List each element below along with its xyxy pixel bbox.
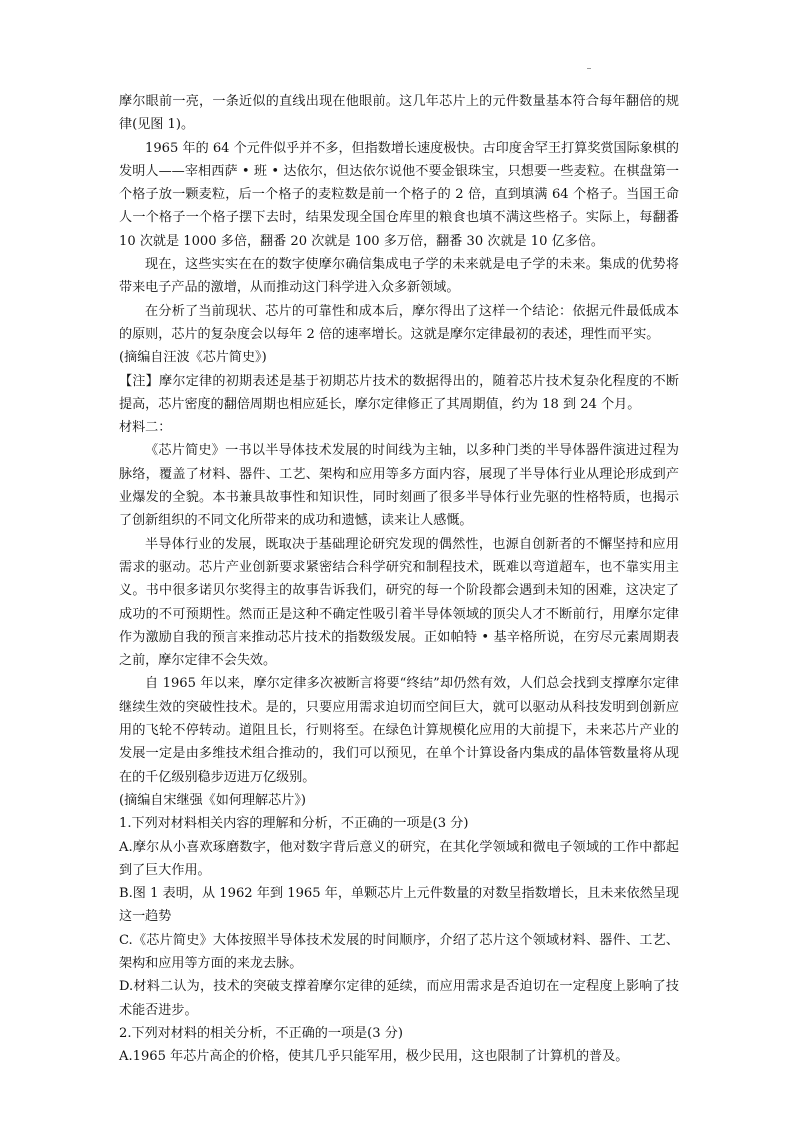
document-body [119,90,679,1068]
paragraph-6: 半导体行业的发展，既取决于基础理论研究发现的偶然性，也源自创新者的不懈坚持和应用需求的驱动。芯片产业创新要求紧密结合科学研究和制程技术，既难以弯道超车，也不靠实用主义。书中很多诺贝尔奖得主的故事告诉我们，研究的每一个阶段都会遇到未知的困难，这决定了成功的不可预期性。然而正是这种不确定性吸引着半导体领域的顶尖人才不断前行，用摩尔定律作为激励自我的预言来推动芯片技术的指数级发展。正如帕特 • 基辛格所说，在穷尽元素周期表之前，摩尔定律不会失效。 [119,536,679,669]
question-1-option-d: D.材料二认为，技术的突破支撑着摩尔定律的延续，而应用需求是否迫切在一定程度上影响了技术能否进步。 [119,979,679,1018]
paragraph-2: 1965 年的 64 个元件似乎并不多，但指数增长速度极快。古印度舍罕王打算奖赏国际象棋的发明人——宰相西萨 • 班 • 达依尔，但达依尔说他不要金银珠宝，只想要一些麦粒。在棋盘第一个格子放一颗麦粒，后一个格子的麦粒数是前一个格子的 2 倍，直到填满 64 个格子。当国王命人一个格子一个格子摆下去时，结果发现全国仓库里的粮食也填不满这些格子。实际上，每翻番 10 次就是 1000 多倍，翻番 20 次就是 100 多万倍，翻番 30 次就是 10 亿多倍。 [119,140,679,249]
paragraph-4: 在分析了当前现状、芯片的可靠性和成本后，摩尔得出了这样一个结论：依据元件最低成本的原则，芯片的复杂度会以每年 2 倍的速率增长。这就是摩尔定律最初的表述，理性而平实。 [119,303,679,342]
paragraph-7: 自 1965 年以来，摩尔定律多次被断言将要“终结”却仍然有效，人们总会找到支撑摩尔定律继续生效的突破性技术。是的，只要应用需求迫切而空间巨大，就可以驱动从科技发明到创新应用的飞轮不停转动。道阻且长，行则将至。在绿色计算规模化应用的大前提下，未来芯片产业的发展一定是由多维技术组合推动的，我们可以预见，在单个计算设备内集成的晶体管数量将从现在的千亿级别稳步迈进万亿级别。 [119,676,679,785]
question-1-option-c: C.《芯片简史》大体按照半导体技术发展的时间顺序，介绍了芯片这个领域材料、器件、工艺、架构和应用等方面的来龙去脉。 [119,932,679,971]
paragraph-5: 《芯片简史》一书以半导体技术发展的时间线为主轴，以多种门类的半导体器件演进过程为脉络，覆盖了材料、器件、工艺、架构和应用等多方面内容，展现了半导体行业从理论形成到产业爆发的全貌。本书兼具故事性和知识性，同时刻画了很多半导体行业先驱的性格特质，也揭示了创新组织的不同文化所带来的成功和遗憾，读来让人感慨。 [119,443,679,529]
question-1-option-b: B.图 1 表明，从 1962 年到 1965 年，单颗芯片上元件数量的对数呈指数增长，且未来依然呈现这一趋势 [119,886,679,925]
paragraph-3: 现在，这些实实在在的数字使摩尔确信集成电子学的未来就是电子学的未来。集成的优势将带来电子产品的激增，从而推动这门科学进入众多新领域。 [119,257,679,296]
note: 【注】摩尔定律的初期表述是基于初期芯片技术的数据得出的，随着芯片技术复杂化程度的不断提高，芯片密度的翻倍周期也相应延长，摩尔定律修正了其周期值，约为 18 到 24 个月。 [119,373,679,412]
material-two-heading: 材料二： [119,420,172,436]
question-1: 1.下列对材料相关内容的理解和分析，不正确的一项是(3 分) [119,816,469,832]
source-citation-2: (摘编自宋继强《如何理解芯片》) [119,792,306,808]
question-2: 2.下列对材料的相关分析，不正确的一项是(3 分) [119,1025,403,1041]
source-citation-1: (摘编自汪波《芯片简史》) [119,350,267,366]
question-1-option-a: A.摩尔从小喜欢琢磨数字，他对数字背后意义的研究，在其化学领域和微电子领域的工作中都起到了巨大作用。 [119,839,679,878]
paragraph-1: 摩尔眼前一亮，一条近似的直线出现在他眼前。这几年芯片上的元件数量基本符合每年翻倍的规律(见图 1)。 [119,94,679,133]
scan-mark [587,68,591,69]
question-2-option-a: A.1965 年芯片高企的价格，使其几乎只能军用，极少民用，这也限制了计算机的普及。 [119,1049,629,1065]
